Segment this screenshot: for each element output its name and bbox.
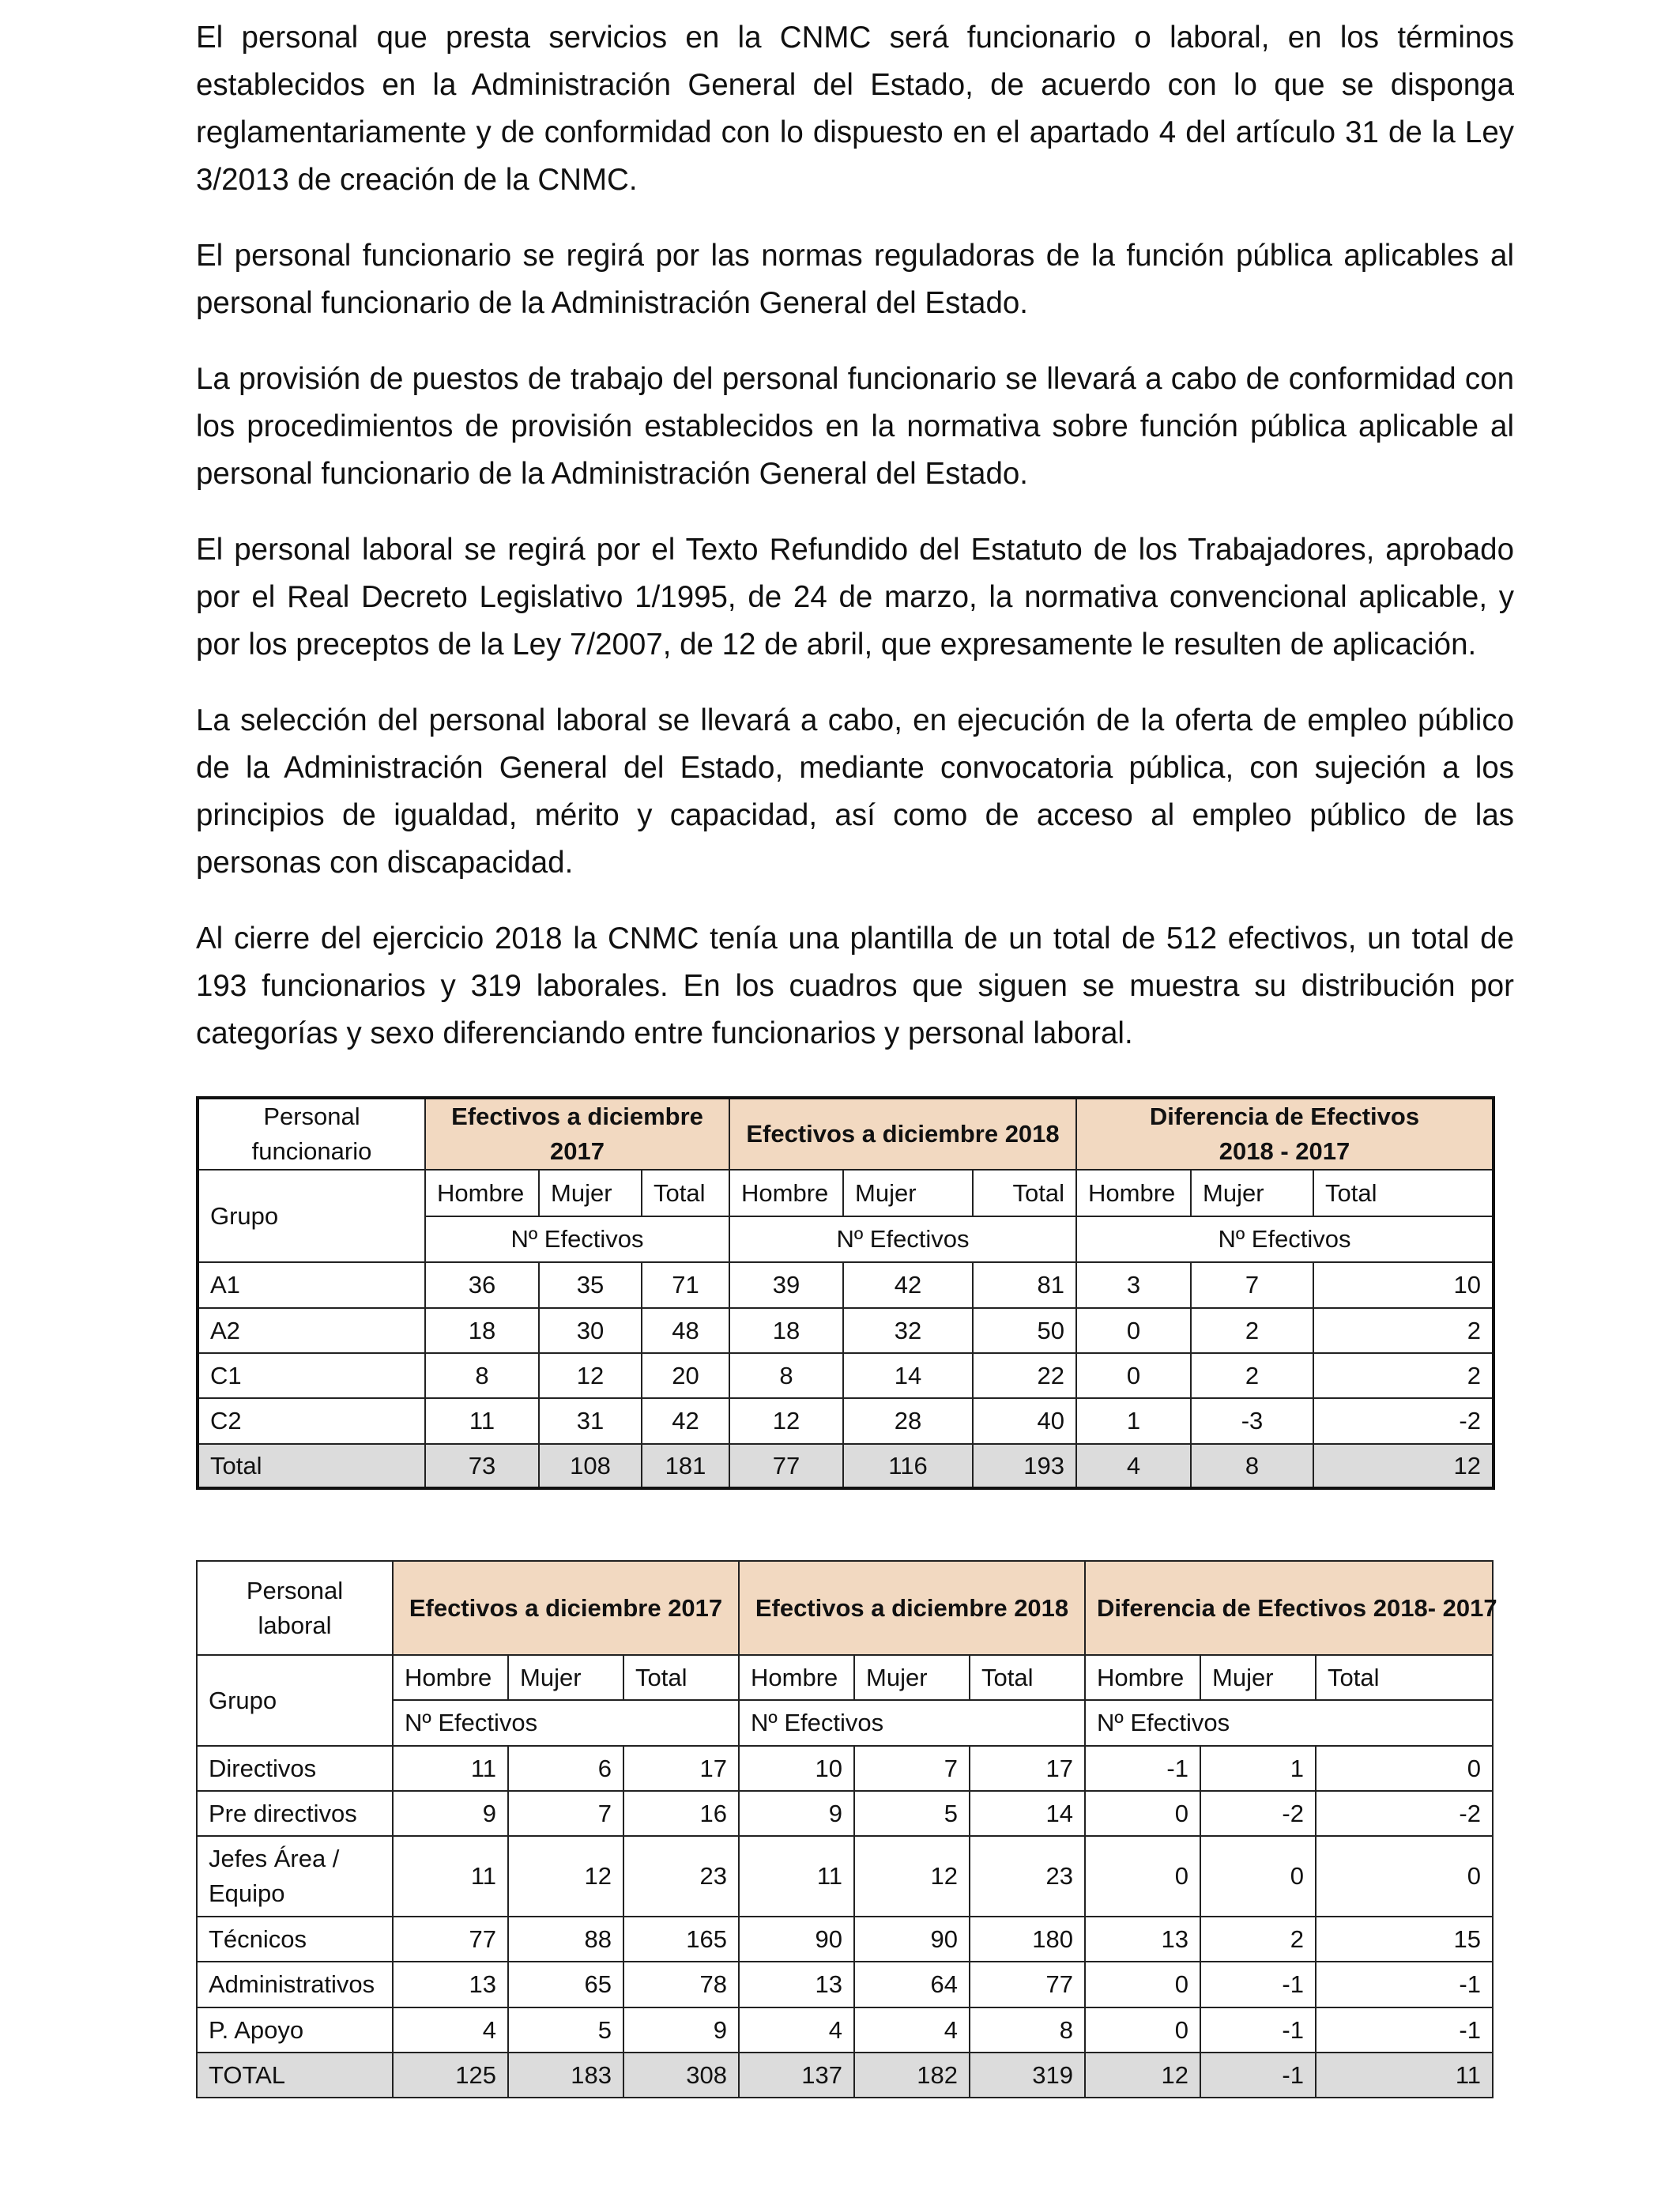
table1-cell: 42 bbox=[843, 1262, 973, 1308]
table2-cell: 319 bbox=[970, 2053, 1085, 2098]
table2-cell: -2 bbox=[1316, 1791, 1493, 1836]
table2-cell: 4 bbox=[739, 2007, 854, 2053]
table2-cell: 8 bbox=[970, 2007, 1085, 2053]
paragraph-1: El personal que presta servicios en la CNMC será funcionario o laboral, en los términos establecidos en la Administración General del Estado, de acuerdo con lo que se disponga reglamentariamente y de conformidad con lo dispuesto en el apartado 4 del artículo 31 de la Ley 3/2013 de creación de la CNMC. bbox=[196, 21, 1514, 197]
table2-cell: 77 bbox=[970, 1962, 1085, 2007]
table2-header-2018: Efectivos a diciembre 2018 bbox=[739, 1561, 1085, 1655]
paragraph-5: La selección del personal laboral se llevará a cabo, en ejecución de la oferta de empleo público de la Administración General del Estado, mediante convocatoria pública, con sujeción a los principios de igualdad, mérito y capacidad, así como de acceso al empleo público de las personas con discapacidad. bbox=[196, 703, 1514, 880]
table1-cell: 42 bbox=[642, 1398, 729, 1444]
table2-cell: 9 bbox=[739, 1791, 854, 1836]
table2-cell: 1 bbox=[1200, 1746, 1316, 1791]
table2-row-label: TOTAL bbox=[197, 2053, 393, 2098]
table1-n-efectivos: Nº Efectivos bbox=[729, 1216, 1076, 1262]
table2-cell: -1 bbox=[1316, 2007, 1493, 2053]
table1-cell: 73 bbox=[425, 1444, 539, 1488]
table1-row bbox=[198, 1353, 1494, 1398]
table1-grupo-label: Grupo bbox=[198, 1170, 425, 1262]
table2-cell: 137 bbox=[739, 2053, 854, 2098]
table2-cell: 23 bbox=[623, 1836, 739, 1917]
table1-cell: 3 bbox=[1076, 1262, 1191, 1308]
table1-cell: 35 bbox=[539, 1262, 642, 1308]
table1-col-hombre: Hombre bbox=[425, 1170, 539, 1216]
table1-row-label: C2 bbox=[198, 1398, 425, 1444]
table1-cell: 11 bbox=[425, 1398, 539, 1444]
table2-cell: 4 bbox=[854, 2007, 970, 2053]
table2-cell: 13 bbox=[393, 1962, 508, 2007]
table2-cell: 65 bbox=[508, 1962, 623, 2007]
table1-cell: 50 bbox=[973, 1308, 1076, 1353]
table2-row bbox=[197, 1746, 1493, 1791]
table1-cell: 193 bbox=[973, 1444, 1076, 1488]
table2-row bbox=[197, 1836, 1493, 1917]
table1-col-mujer: Mujer bbox=[539, 1170, 642, 1216]
table2-row-label: P. Apoyo bbox=[197, 2007, 393, 2053]
table1-header-2017: Efectivos a diciembre 2017 bbox=[425, 1098, 729, 1170]
table2-cell: -1 bbox=[1200, 2053, 1316, 2098]
table1-header-2018: Efectivos a diciembre 2018 bbox=[729, 1098, 1076, 1170]
table1-cell: 71 bbox=[642, 1262, 729, 1308]
table2-row-label: Pre directivos bbox=[197, 1791, 393, 1836]
table2-header-2017: Efectivos a diciembre 2017 bbox=[393, 1561, 739, 1655]
table1-row-label: A2 bbox=[198, 1308, 425, 1353]
table2-row-label: Jefes Área / Equipo bbox=[197, 1836, 393, 1917]
table1-row bbox=[198, 1444, 1494, 1488]
table1-cell: 18 bbox=[425, 1308, 539, 1353]
table1-row-label: Total bbox=[198, 1444, 425, 1488]
table2-cell: 165 bbox=[623, 1917, 739, 1962]
table2-cell: 0 bbox=[1085, 1962, 1200, 2007]
table1-cell: 181 bbox=[642, 1444, 729, 1488]
table2-cell: -2 bbox=[1200, 1791, 1316, 1836]
table1-cell: 8 bbox=[1191, 1444, 1313, 1488]
document-page bbox=[196, 14, 1514, 1057]
table2-cell: 15 bbox=[1316, 1917, 1493, 1962]
table2-cell: 23 bbox=[970, 1836, 1085, 1917]
table1-cell: 36 bbox=[425, 1262, 539, 1308]
table2-cell: 183 bbox=[508, 2053, 623, 2098]
table2-col-total: Total bbox=[623, 1655, 739, 1700]
table1-cell: -2 bbox=[1313, 1398, 1494, 1444]
paragraph-3: La provisión de puestos de trabajo del personal funcionario se llevará a cabo de conformidad con los procedimientos de provisión establecidos en la normativa sobre función pública aplicable al personal funcionario de la Administración General del Estado. bbox=[196, 362, 1514, 491]
table1-n-efectivos: Nº Efectivos bbox=[1076, 1216, 1494, 1262]
table1-cell: 48 bbox=[642, 1308, 729, 1353]
table1-cell: 12 bbox=[729, 1398, 843, 1444]
table2-cell: 12 bbox=[508, 1836, 623, 1917]
table2-cell: 308 bbox=[623, 2053, 739, 2098]
table2-row bbox=[197, 1791, 1493, 1836]
table2-cell: 0 bbox=[1085, 1791, 1200, 1836]
table1-cell: 12 bbox=[539, 1353, 642, 1398]
table2-cell: 0 bbox=[1085, 1836, 1200, 1917]
table2-col-total: Total bbox=[1316, 1655, 1493, 1700]
table2-cell: 64 bbox=[854, 1962, 970, 2007]
table2-cell: 88 bbox=[508, 1917, 623, 1962]
table2-n-efectivos: Nº Efectivos bbox=[739, 1700, 1085, 1746]
table2-col-mujer: Mujer bbox=[1200, 1655, 1316, 1700]
table1-cell: 28 bbox=[843, 1398, 973, 1444]
table1-cell: 2 bbox=[1313, 1308, 1494, 1353]
table1-n-efectivos: Nº Efectivos bbox=[425, 1216, 729, 1262]
table1-col-mujer: Mujer bbox=[1191, 1170, 1313, 1216]
table2-cell: 5 bbox=[508, 2007, 623, 2053]
table1-cell: 2 bbox=[1191, 1308, 1313, 1353]
paragraph-2: El personal funcionario se regirá por las normas reguladoras de la función pública aplicables al personal funcionario de la Administración General del Estado. bbox=[196, 239, 1514, 320]
table1-cell: 12 bbox=[1313, 1444, 1494, 1488]
table2-row-label: Técnicos bbox=[197, 1917, 393, 1962]
table1-cell: 14 bbox=[843, 1353, 973, 1398]
table1-col-hombre: Hombre bbox=[1076, 1170, 1191, 1216]
table1-cell: 0 bbox=[1076, 1308, 1191, 1353]
table1-row bbox=[198, 1308, 1494, 1353]
table1-cell: 39 bbox=[729, 1262, 843, 1308]
table2-cell: 0 bbox=[1085, 2007, 1200, 2053]
table1-cell: 31 bbox=[539, 1398, 642, 1444]
table1-header-diff-line2: 2018 - 2017 bbox=[1219, 1137, 1350, 1165]
table2-cell: 4 bbox=[393, 2007, 508, 2053]
table2-cell: 6 bbox=[508, 1746, 623, 1791]
table2-cell: 11 bbox=[1316, 2053, 1493, 2098]
table2-col-hombre: Hombre bbox=[1085, 1655, 1200, 1700]
table1-col-total: Total bbox=[642, 1170, 729, 1216]
table1-cell: 32 bbox=[843, 1308, 973, 1353]
table2-cell: 17 bbox=[970, 1746, 1085, 1791]
table1-cell: 77 bbox=[729, 1444, 843, 1488]
table2-cell: 13 bbox=[739, 1962, 854, 2007]
table1-col-mujer: Mujer bbox=[843, 1170, 973, 1216]
table2-cell: -1 bbox=[1085, 1746, 1200, 1791]
table1-row-label: A1 bbox=[198, 1262, 425, 1308]
table1-row bbox=[198, 1262, 1494, 1308]
table2-cell: 78 bbox=[623, 1962, 739, 2007]
table2-cell: 12 bbox=[854, 1836, 970, 1917]
table-personal-funcionario bbox=[196, 1096, 1495, 1490]
table2-cell: 125 bbox=[393, 2053, 508, 2098]
table2-cell: 11 bbox=[393, 1836, 508, 1917]
table1-cell: 8 bbox=[729, 1353, 843, 1398]
table1-cell: 116 bbox=[843, 1444, 973, 1488]
table2-row-label: Administrativos bbox=[197, 1962, 393, 2007]
table1-cell: 8 bbox=[425, 1353, 539, 1398]
table2-cell: 9 bbox=[623, 2007, 739, 2053]
table1-cell: 18 bbox=[729, 1308, 843, 1353]
table1-cell: 1 bbox=[1076, 1398, 1191, 1444]
paragraph-6: Al cierre del ejercicio 2018 la CNMC tenía una plantilla de un total de 512 efectivos, un total de 193 funcionarios y 319 laborales. En los cuadros que siguen se muestra su distribución por categorías y sexo diferenciando entre funcionarios y personal laboral. bbox=[196, 922, 1514, 1050]
table2-row bbox=[197, 1917, 1493, 1962]
table2-cell: 9 bbox=[393, 1791, 508, 1836]
table1-col-hombre: Hombre bbox=[729, 1170, 843, 1216]
table1-cell: 81 bbox=[973, 1262, 1076, 1308]
table1-cell: 2 bbox=[1191, 1353, 1313, 1398]
table2-cell: 90 bbox=[739, 1917, 854, 1962]
table2-cell: 182 bbox=[854, 2053, 970, 2098]
table2-cell: 0 bbox=[1316, 1836, 1493, 1917]
table2-cell: 11 bbox=[739, 1836, 854, 1917]
table2-corner: Personal laboral bbox=[197, 1561, 393, 1655]
table2-cell: 12 bbox=[1085, 2053, 1200, 2098]
table2-col-hombre: Hombre bbox=[739, 1655, 854, 1700]
table2-cell: 14 bbox=[970, 1791, 1085, 1836]
table2-cell: 2 bbox=[1200, 1917, 1316, 1962]
table1-cell: 22 bbox=[973, 1353, 1076, 1398]
table2-cell: 16 bbox=[623, 1791, 739, 1836]
table2-n-efectivos: Nº Efectivos bbox=[1085, 1700, 1493, 1746]
table2-cell: 7 bbox=[508, 1791, 623, 1836]
table1-corner: Personal funcionario bbox=[198, 1098, 425, 1170]
table1-cell: 10 bbox=[1313, 1262, 1494, 1308]
table2-cell: 180 bbox=[970, 1917, 1085, 1962]
table2-row-label: Directivos bbox=[197, 1746, 393, 1791]
table2-cell: -1 bbox=[1200, 2007, 1316, 2053]
table2-grupo-label: Grupo bbox=[197, 1655, 393, 1746]
table1-row bbox=[198, 1398, 1494, 1444]
table2-cell: 90 bbox=[854, 1917, 970, 1962]
table2-cell: -1 bbox=[1316, 1962, 1493, 2007]
table1-header-diff-line1: Diferencia de Efectivos bbox=[1149, 1103, 1420, 1130]
table1-cell: 4 bbox=[1076, 1444, 1191, 1488]
table2-row bbox=[197, 2007, 1493, 2053]
table1-cell: 20 bbox=[642, 1353, 729, 1398]
table2-col-mujer: Mujer bbox=[854, 1655, 970, 1700]
table2-cell: 77 bbox=[393, 1917, 508, 1962]
table2-cell: 10 bbox=[739, 1746, 854, 1791]
table2-cell: 7 bbox=[854, 1746, 970, 1791]
table1-col-total: Total bbox=[973, 1170, 1076, 1216]
table2-cell: 13 bbox=[1085, 1917, 1200, 1962]
table2-cell: 17 bbox=[623, 1746, 739, 1791]
table2-row bbox=[197, 2053, 1493, 2098]
table2-cell: -1 bbox=[1200, 1962, 1316, 2007]
table1-cell: 0 bbox=[1076, 1353, 1191, 1398]
table1-cell: 30 bbox=[539, 1308, 642, 1353]
table1-cell: 40 bbox=[973, 1398, 1076, 1444]
table2-cell: 0 bbox=[1316, 1746, 1493, 1791]
table2-n-efectivos: Nº Efectivos bbox=[393, 1700, 739, 1746]
table2-cell: 5 bbox=[854, 1791, 970, 1836]
table2-col-mujer: Mujer bbox=[508, 1655, 623, 1700]
table1-header-diff bbox=[1076, 1098, 1494, 1170]
table1-cell: -3 bbox=[1191, 1398, 1313, 1444]
paragraph-4: El personal laboral se regirá por el Texto Refundido del Estatuto de los Trabajadores, aprobado por el Real Decreto Legislativo 1/1995, de 24 de marzo, la normativa convencional aplicable, y por los preceptos de la Ley 7/2007, de 12 de abril, que expresamente le resulten de aplicación. bbox=[196, 533, 1514, 662]
table2-cell: 11 bbox=[393, 1746, 508, 1791]
table-personal-laboral bbox=[196, 1560, 1497, 2098]
table1-cell: 2 bbox=[1313, 1353, 1494, 1398]
table2-col-total: Total bbox=[970, 1655, 1085, 1700]
table1-cell: 7 bbox=[1191, 1262, 1313, 1308]
table1-row-label: C1 bbox=[198, 1353, 425, 1398]
table2-cell: 0 bbox=[1200, 1836, 1316, 1917]
table2-row bbox=[197, 1962, 1493, 2007]
table1-cell: 108 bbox=[539, 1444, 642, 1488]
table1-col-total: Total bbox=[1313, 1170, 1494, 1216]
table2-col-hombre: Hombre bbox=[393, 1655, 508, 1700]
table2-header-diff: Diferencia de Efectivos 2018- 2017 bbox=[1085, 1561, 1493, 1655]
